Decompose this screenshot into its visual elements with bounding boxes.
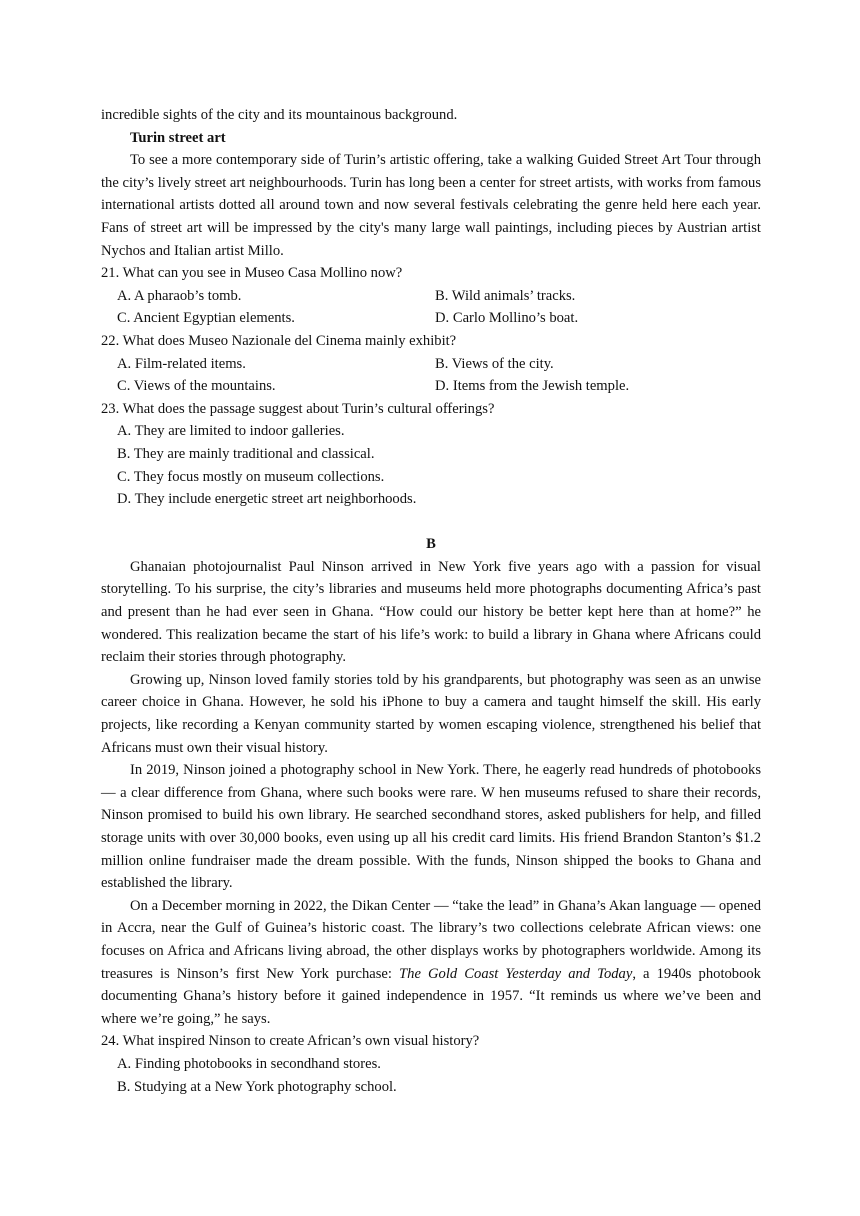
paragraph-4-text-end: , a 1940s photobook documenting Ghana’s history before it gained independence in 1957. “It reminds us where we’ve been and where we’re going,” he says. xyxy=(101,965,761,1027)
question-stem: 24. What inspired Ninson to create African’s own visual history? xyxy=(101,1033,480,1050)
street-art-text: To see a more contemporary side of Turin’s artistic offering, take a walking Guided Street Art Tour through the city’s lively street art neighbourhoods. Turin has long been a center for street artists, with works from famous international artists dotted all around town and now several festivals celebrating the genre held here each year. Fans of street art will be impressed by the city's many large wall paintings, including pieces by Austrian artist Nychos and Italian artist Millo. xyxy=(101,152,761,259)
street-art-paragraph xyxy=(101,149,761,262)
question-23 xyxy=(101,398,761,511)
street-art-heading: Turin street art xyxy=(130,129,226,146)
question-stem: 23. What does the passage suggest about Turin’s cultural offerings? xyxy=(101,400,495,417)
option-c: C. They focus mostly on museum collections. xyxy=(117,468,385,485)
book-title: The Gold Coast Yesterday and Today xyxy=(399,965,633,982)
option-b: B. Studying at a New York photography school. xyxy=(117,1078,397,1095)
question-stem: 21. What can you see in Museo Casa Mollino now? xyxy=(101,265,403,282)
paragraph-4 xyxy=(101,895,761,1031)
paragraph-2: Growing up, Ninson loved family stories told by his grandparents, but photography was seen as an unwise career choice in Ghana. However, he sold his iPhone to buy a camera and taught himself the skill. His early projects, like recording a Kenyan community started by women escaping violence, strengthened his belief that Africans must own their visual history. xyxy=(101,671,761,756)
question-21 xyxy=(101,262,761,330)
option-b: B. Views of the city. xyxy=(435,355,554,372)
option-b: B. Wild animals’ tracks. xyxy=(435,287,576,304)
exam-page xyxy=(101,104,761,1098)
question-24 xyxy=(101,1030,761,1098)
passage-a-continuation: incredible sights of the city and its mountainous background. xyxy=(101,107,458,123)
option-row xyxy=(101,307,761,330)
paragraph-4-text: On a December morning in 2022, the Dikan Center — “take the lead” in Ghana’s Akan language — opened in Accra, near the Gulf of Guinea’s historic coast. The library’s two collections celebrate African views: one focuses on Africa and Africans living abroad, the other displays works by photographers worldwide. Among its treasures is Ninson’s first New York purchase: xyxy=(101,897,761,982)
option-row xyxy=(101,353,761,376)
passage-b-title: B xyxy=(426,536,436,553)
section-gap xyxy=(101,511,761,534)
option-row xyxy=(101,285,761,308)
paragraph-1: Ghanaian photojournalist Paul Ninson arrived in New York five years ago with a passion for visual storytelling. To his surprise, the city’s libraries and museums held more photographs documenting Africa’s past and present than he had ever seen in Ghana. “How could our history be better kept here than at home?” he wondered. This realization became the start of his life’s work: to build a library in Ghana where Africans could reclaim their stories through photography. xyxy=(101,558,761,666)
option-d: D. Carlo Mollino’s boat. xyxy=(435,310,579,327)
option-a: A. A pharaob’s tomb. xyxy=(117,287,242,304)
option-d: D. Items from the Jewish temple. xyxy=(435,378,630,395)
option-c: C. Ancient Egyptian elements. xyxy=(117,310,295,327)
option-a: A. Film-related items. xyxy=(117,355,246,372)
option-a: A. Finding photobooks in secondhand stores. xyxy=(117,1055,381,1072)
option-row xyxy=(101,375,761,398)
paragraph-3: In 2019, Ninson joined a photography school in New York. There, he eagerly read hundreds of photobooks — a clear difference from Ghana, where such books were rare. W hen museums refused to share their records, Ninson promised to build his own library. He searched secondhand stores, asked publishers for help, and filled storage units with over 30,000 books, even using up all his credit card limits. His friend Brandon Stanton’s $1.2 million online fundraiser made the dream possible. With the funds, Ninson shipped the books to Ghana and established the library. xyxy=(101,762,761,892)
option-a: A. They are limited to indoor galleries. xyxy=(117,423,345,440)
question-stem: 22. What does Museo Nazionale del Cinema mainly exhibit? xyxy=(101,332,457,349)
option-c: C. Views of the mountains. xyxy=(117,378,276,395)
option-d: D. They include energetic street art neighborhoods. xyxy=(117,491,417,508)
question-22 xyxy=(101,330,761,398)
passage-b-body xyxy=(101,556,761,1030)
option-b: B. They are mainly traditional and classical. xyxy=(117,445,375,462)
